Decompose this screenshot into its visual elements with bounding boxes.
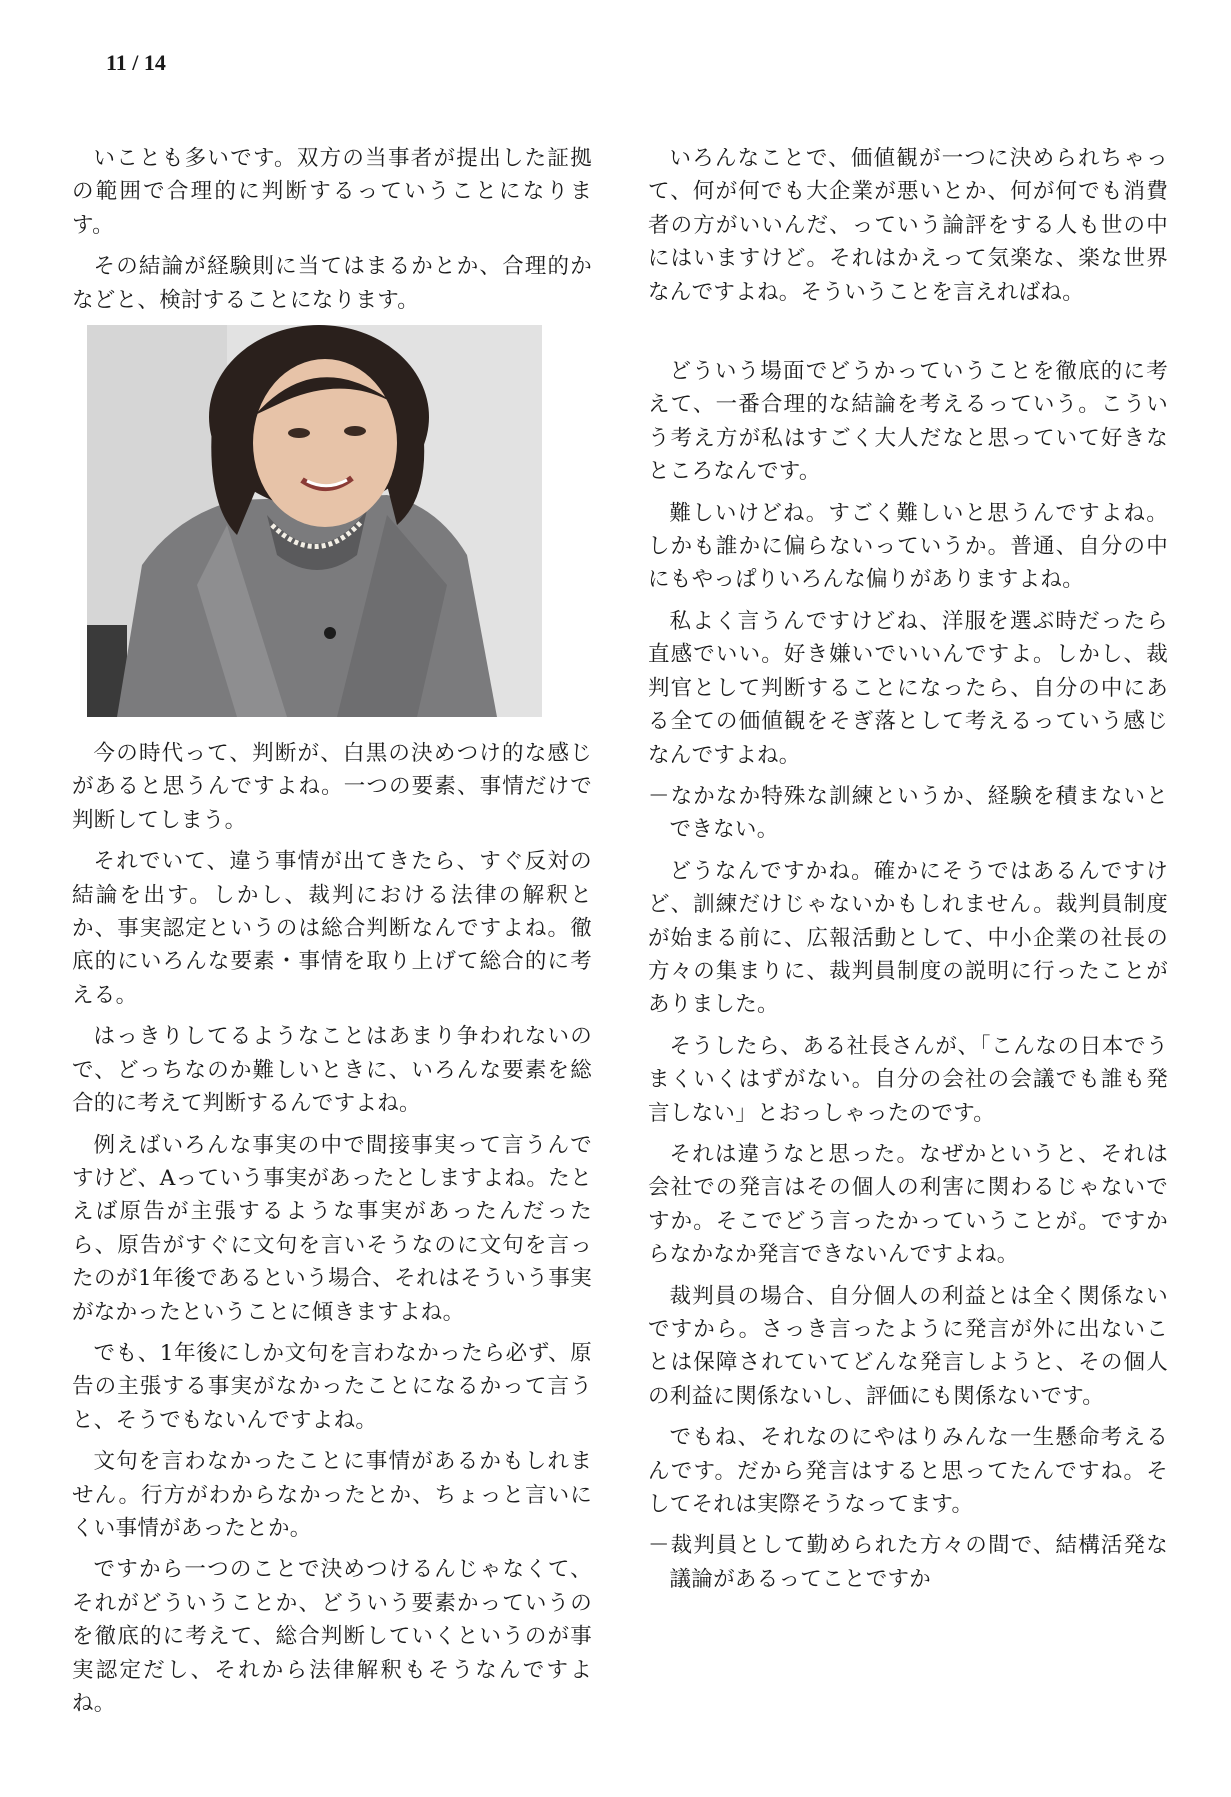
paragraph: 私よく言うんですけどね、洋服を選ぶ時だったら直感でいい。好き嫌いでいいんですよ。しかし、裁判官として判断することになったら、自分の中にある全ての価値観をそぎ落として考えるっていう感じなんですよね。: [648, 608, 1168, 768]
paragraph: でも、1年後にしか文句を言わなかったら必ず、原告の主張する事実がなかったことになるかって言うと、そうでもないんですよね。: [72, 1340, 592, 1433]
left-column: [72, 142, 592, 1728]
paragraph: ですから一つのことで決めつけるんじゃなくて、それがどういうことか、どういう要素かっていうのを徹底的に考えて、総合判断していくというのが事実認定だし、それから法律解釈もそうなんですよね。: [72, 1557, 592, 1716]
paragraph: はっきりしてるようなことはあまり争われないので、どっちなのか難しいときに、いろんな要素を総合的に考えて判断するんですよね。: [72, 1024, 592, 1117]
paragraph: 文句を言わなかったことに事情があるかもしれません。行方がわからなかったとか、ちょっと言いにくい事情があったとか。: [72, 1449, 592, 1541]
paragraph: それは違うなと思った。なぜかというと、それは会社での発言はその個人の利害に関わるじゃないですか。そこでどう言ったかっていうことが。ですからなかなか発言できないんですよね。: [648, 1141, 1168, 1268]
paragraph: 難しいけどね。すごく難しいと思うんですよね。しかも誰かに偏らないっていうか。普通、自分の中にもやっぱりいろんな偏りがありますよね。: [648, 500, 1168, 593]
paragraph: 今の時代って、判断が、白黒の決めつけ的な感じがあると思うんですよね。一つの要素、事情だけで判断してしまう。: [72, 741, 592, 833]
paragraph: どういう場面でどうかっていうことを徹底的に考えて、一番合理的な結論を考えるっていう。こういう考え方が私はすごく大人だなと思っていて好きなところなんです。: [648, 359, 1168, 485]
paragraph: どうなんですかね。確かにそうではあるんですけど、訓練だけじゃないかもしれません。裁判員制度が始まる前に、広報活動として、中小企業の社長の方々の集まりに、裁判員制度の説明に行ったことがありました。: [648, 858, 1168, 1018]
interviewer-question: －なかなか特殊な訓練というか、経験を積まないとできない。: [648, 783, 1168, 843]
paragraph: 裁判員の場合、自分個人の利益とは全く関係ないですから。さっき言ったように発言が外に出ないことは保障されていてどんな発言しようと、その個人の利益に関係ないし、評価にも関係ないです。: [648, 1283, 1168, 1409]
right-column: [648, 142, 1168, 1604]
paragraph: でもね、それなのにやはりみんな一生懸命考えるんです。だから発言はすると思ってたんですね。そしてそれは実際そうなってます。: [648, 1425, 1168, 1518]
interviewer-question: －裁判員として勤められた方々の間で、結構活発な議論があるってことですか: [648, 1533, 1168, 1592]
page-number: 11 / 14: [106, 50, 166, 75]
paragraph: 例えばいろんな事実の中で間接事実って言うんですけど、Aっていう事実があったとしますよね。たとえば原告が主張するような事実があったんだったら、原告がすぐに文句を言いそうなのに文句を言ったのが1年後であるという場合、それはそういう事実がなかったということに傾きますよね。: [72, 1132, 592, 1325]
paragraph: いことも多いです。双方の当事者が提出した証拠の範囲で合理的に判断するっていうことになります。: [72, 146, 592, 238]
paragraph: そうしたら、ある社長さんが、「こんなの日本でうまくいくはずがない。自分の会社の会議でも誰も発言しない」とおっしゃったのです。: [648, 1033, 1168, 1126]
paragraph: その結論が経験則に当てはまるかとか、合理的かなどと、検討することになります。: [72, 254, 592, 313]
paragraph: それでいて、違う事情が出てきたら、すぐ反対の結論を出す。しかし、裁判における法律の解釈とか、事実認定というのは総合判断なんですよね。徹底的にいろんな要素・事情を取り上げて総合的に考える。: [72, 849, 592, 1008]
portrait-photo: [87, 325, 542, 717]
paragraph: いろんなことで、価値観が一つに決められちゃって、何が何でも大企業が悪いとか、何が何でも消費者の方がいいんだ、っていう論評をする人も世の中にはいますけど。それはかえって気楽な、楽な世界なんですよね。そういうことを言えればね。: [648, 146, 1168, 305]
